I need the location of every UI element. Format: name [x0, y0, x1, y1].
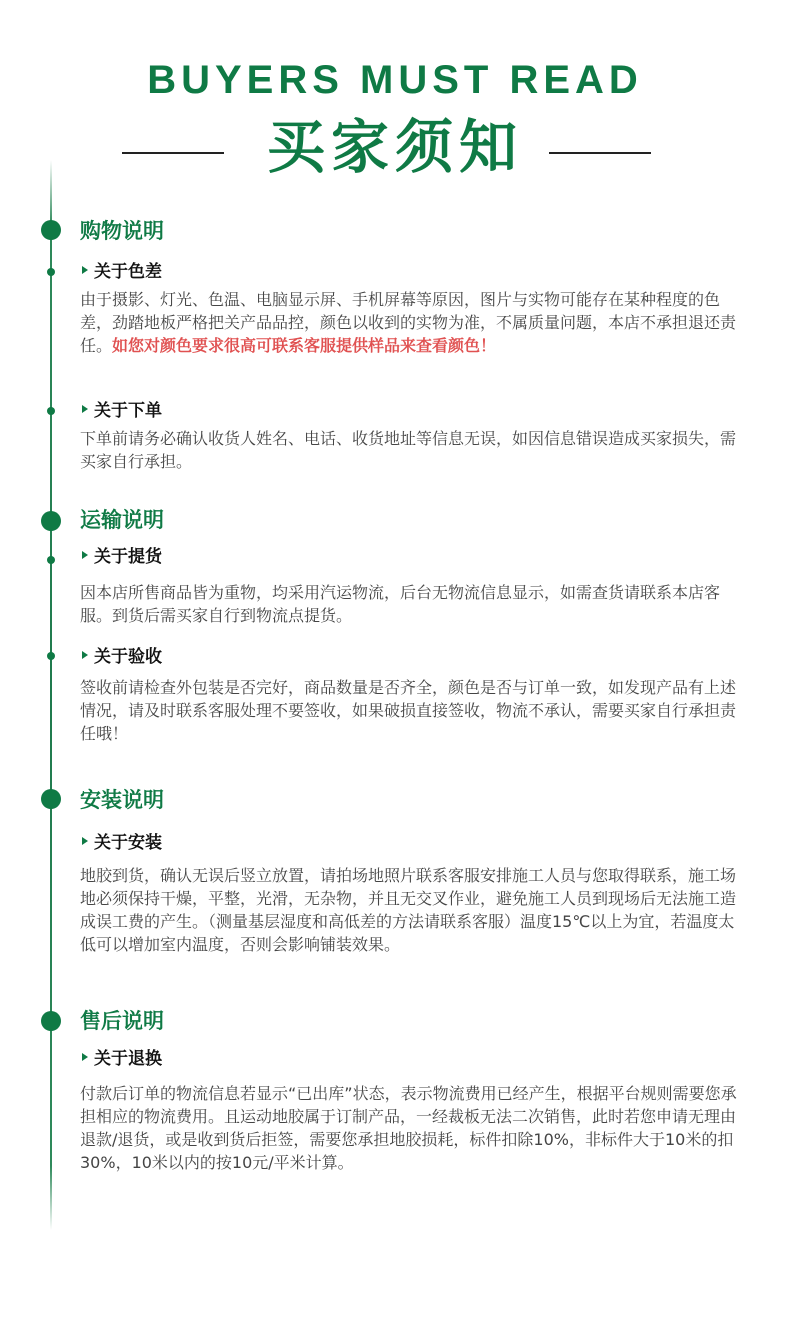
subsection-label: 关于安装 — [94, 833, 162, 853]
timeline-dot-inspection — [47, 652, 55, 660]
subsection-title-order — [82, 400, 162, 422]
triangle-bullet-icon — [82, 837, 88, 845]
section-title-shopping: 购物说明 — [80, 219, 164, 243]
timeline-dot-color — [47, 268, 55, 276]
subsection-title-returns — [82, 1048, 162, 1070]
section-title-aftersales: 售后说明 — [80, 1009, 164, 1033]
subsection-label: 关于退换 — [94, 1049, 162, 1069]
paragraph-text: 由于摄影、灯光、色温、电脑显示屏、手机屏幕等原因，图片与实物可能存在某种程度的色差，劲踏地板严格把关产品品控，颜色以收到的实物为准，不属质量问题，本店不承担退还责任。 — [80, 290, 737, 355]
section-title-installation: 安装说明 — [80, 788, 164, 812]
paragraph-color — [80, 288, 740, 357]
timeline-line — [50, 160, 52, 1230]
triangle-bullet-icon — [82, 405, 88, 413]
subsection-label: 关于下单 — [94, 401, 162, 421]
timeline-dot-shipping — [41, 511, 61, 531]
subsection-label: 关于色差 — [94, 262, 162, 282]
title-rule-left — [122, 152, 224, 154]
subsection-title-color — [82, 261, 162, 283]
page-title-cn: 买家须知 — [266, 113, 523, 181]
subsection-label: 关于验收 — [94, 647, 162, 667]
timeline-dot-pickup — [47, 556, 55, 564]
paragraph-inspection: 签收前请检查外包装是否完好，商品数量是否齐全，颜色是否与订单一致，如发现产品有上述情况，请及时联系客服处理不要签收，如果破损直接签收，物流不承认，需要买家自行承担责任哦！ — [80, 678, 737, 743]
timeline-dot-shopping — [41, 220, 61, 240]
section-title-shipping: 运输说明 — [80, 508, 164, 532]
triangle-bullet-icon — [82, 1053, 88, 1061]
timeline-dot-aftersales — [41, 1011, 61, 1031]
page-title-en: BUYERS MUST READ — [147, 58, 643, 102]
subsection-label: 关于提货 — [94, 547, 162, 567]
paragraph-pickup: 因本店所售商品皆为重物，均采用汽运物流，后台无物流信息显示，如需查货请联系本店客服。到货后需买家自行到物流点提货。 — [80, 583, 721, 625]
subsection-title-inspection — [82, 646, 162, 668]
paragraph-order: 下单前请务必确认收货人姓名、电话、收货地址等信息无误，如因信息错误造成买家损失，需买家自行承担。 — [80, 429, 737, 471]
triangle-bullet-icon — [82, 266, 88, 274]
title-rule-right — [549, 152, 651, 154]
paragraph-install: 地胶到货，确认无误后竖立放置，请拍场地照片联系客服安排施工人员与您取得联系，施工场地必须保持干燥，平整，光滑，无杂物，并且无交叉作业，避免施工人员到现场后无法施工造成误工费的产生。（测量基层湿度和高低差的方法请联系客服）温度15℃以上为宜，若温度太低可以增加室内温度，否则会影响铺装效果。 — [80, 866, 737, 954]
subsection-title-install — [82, 832, 162, 854]
triangle-bullet-icon — [82, 551, 88, 559]
timeline-dot-installation — [41, 789, 61, 809]
highlight-text: 如您对颜色要求很高可联系客服提供样品来查看颜色！ — [112, 336, 497, 355]
paragraph-returns: 付款后订单的物流信息若显示“已出库”状态，表示物流费用已经产生，根据平台规则需要您承担相应的物流费用。且运动地胶属于订制产品，一经裁板无法二次销售，此时若您申请无理由退款/退货，或是收到货后拒签，需要您承担地胶损耗，标件扣除10%，非标件大于10米的扣30%，10米以内的按10元/平米计算。 — [80, 1084, 737, 1172]
triangle-bullet-icon — [82, 651, 88, 659]
subsection-title-pickup — [82, 546, 162, 568]
timeline-dot-order — [47, 407, 55, 415]
